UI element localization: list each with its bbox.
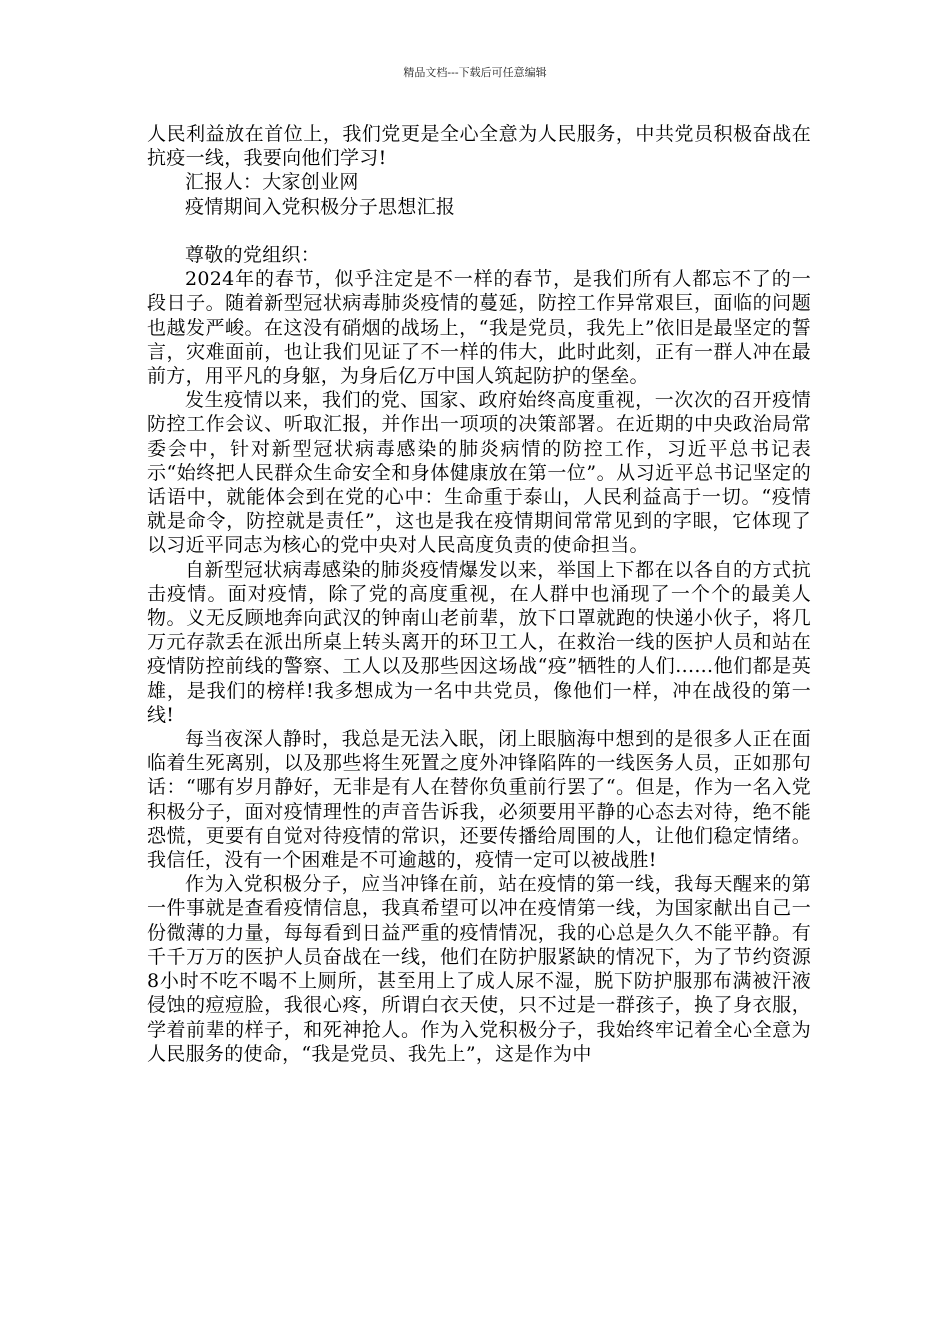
- document-body: [147, 122, 811, 1066]
- page-header: 精品文档---下载后可任意编辑: [403, 66, 547, 79]
- paragraph-2: 发生疫情以来，我们的党、国家、政府始终高度重视，一次次的召开疫情防控工作会议、听取汇报，并作出一项项的决策部署。在近期的中央政治局常委会中，针对新型冠状病毒感染的肺炎病情的防控工作，习近平总书记表示“始终把人民群众生命安全和身体健康放在第一位”。从习近平总书记坚定的话语中，就能体会到在党的心中：生命重于泰山，人民利益高于一切。“疫情就是命令，防控就是责任”，这也是我在疫情期间常常见到的字眼，它体现了以习近平同志为核心的党中央对人民高度负责的使命担当。: [147, 389, 811, 557]
- document-title: 疫情期间入党积极分子思想汇报: [185, 195, 456, 218]
- paragraph-5: 作为入党积极分子，应当冲锋在前，站在疫情的第一线，我每天醒来的第一件事就是查看疫情信息，我真希望可以冲在疫情第一线，为国家献出自己一份微薄的力量，每每看到日益严重的疫情情况，我的心总是久久不能平静。有千千万万的医护人员奋战在一线，他们在防护服紧缺的情况下，为了节约资源8小时不吃不喝不上厕所，甚至用上了成人尿不湿，脱下防护服那布满被汗液侵蚀的痘痘脸，我很心疼，所谓白衣天使，只不过是一群孩子，换了身衣服，学着前辈的样子，和死神抢人。作为入党积极分子，我始终牢记着全心全意为人民服务的使命，“我是党员、我先上”，这是作为中: [147, 873, 811, 1065]
- reporter-line: 汇报人：大家创业网: [185, 171, 359, 194]
- paragraph-3: 自新型冠状病毒感染的肺炎疫情爆发以来，举国上下都在以各自的方式抗击疫情。面对疫情，除了党的高度重视，在人群中也涌现了一个个的最美人物。义无反顾地奔向武汉的钟南山老前辈，放下口罩就跑的快递小伙子，将几万元存款丢在派出所桌上转头离开的环卫工人，在救治一线的医护人员和站在疫情防控前线的警察、工人以及那些因这场战“疫”牺牲的人们......他们都是英雄，是我们的榜样!我多想成为一名中共党员，像他们一样，冲在战役的第一线!: [147, 558, 811, 726]
- paragraph-4: 每当夜深人静时，我总是无法入眠，闭上眼脑海中想到的是很多人正在面临着生死离别，以及那些将生死置之度外冲锋陷阵的一线医务人员，正如那句话：“哪有岁月静好，无非是有人在替你负重前行罢了“。但是，作为一名入党积极分子，面对疫情理性的声音告诉我，必须要用平静的心态去对待，绝不能恐慌，更要有自觉对待疫情的常识，还要传播给周围的人，让他们稳定情绪。我信任，没有一个困难是不可逾越的，疫情一定可以被战胜!: [147, 728, 811, 872]
- salutation: 尊敬的党组织：: [185, 244, 321, 266]
- paragraph-continuation: 人民利益放在首位上，我们党更是全心全意为人民服务，中共党员积极奋战在抗疫一线，我要向他们学习!: [147, 123, 811, 170]
- paragraph-1: 2024年的春节，似乎注定是不一样的春节，是我们所有人都忘不了的一段日子。随着新型冠状病毒肺炎疫情的蔓延，防控工作异常艰巨，面临的问题也越发严峻。在这没有硝烟的战场上，“我是党员，我先上”依旧是最坚定的誓言，灾难面前，也让我们见证了不一样的伟大，此时此刻，正有一群人冲在最前方，用平凡的身躯，为身后亿万中国人筑起防护的堡垒。: [147, 268, 811, 388]
